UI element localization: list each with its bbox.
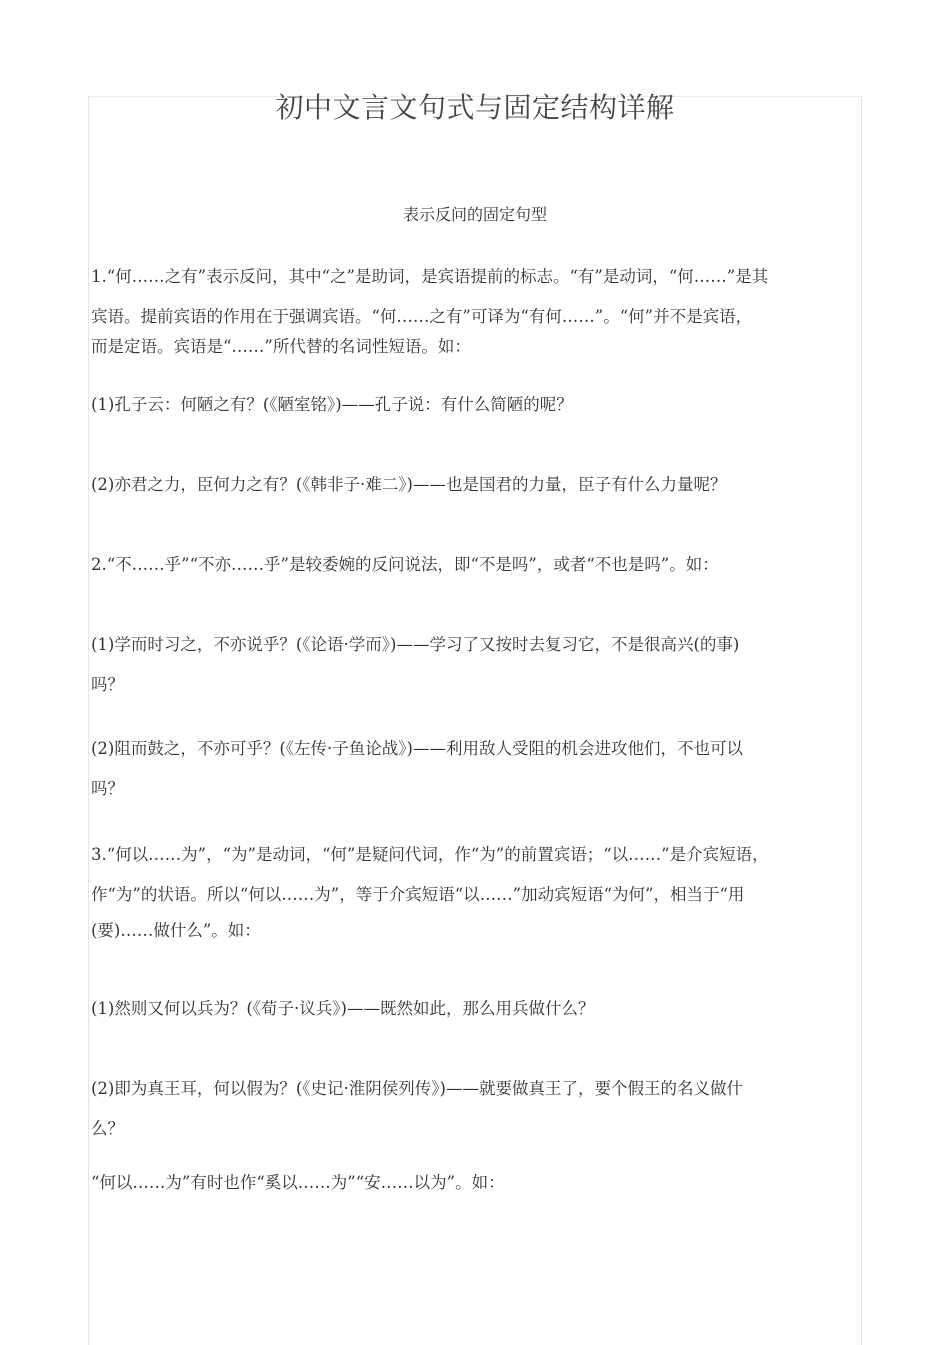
text-line: “何以……为”有时也作“奚以……为”“安……以为”。如： [91, 1173, 505, 1192]
text-line: (2)即为真王耳，何以假为？(《史记·淮阴侯列传》)——就要做真王了，要个假王的名义做什 [91, 1079, 743, 1098]
text-line: 吗？ [91, 675, 124, 694]
text-line: 3.“何以……为”，“为”是动词，“何”是疑问代词，作“为”的前置宾语；“以……”是介宾短语， [91, 845, 769, 864]
text-line: 2.“不……乎”“不亦……乎”是较委婉的反问说法，即“不是吗”，或者“不也是吗”。如： [91, 555, 719, 574]
example-line [91, 392, 859, 418]
example-line [91, 632, 859, 698]
text-line: 吗？ [91, 779, 124, 798]
text-line: (1)学而时习之，不亦说乎？(《论语·学而》)——学习了又按时去复习它，不是很高兴(的事) [91, 635, 740, 654]
text-line: (要)……做什么”。如： [91, 921, 261, 940]
text-line: 么？ [91, 1119, 124, 1138]
paragraph-2 [91, 552, 859, 578]
paragraph-3 [91, 842, 859, 944]
section-heading: 表示反问的固定句型 [402, 205, 547, 224]
text-line: 作“为”的状语。所以“何以……为”，等于介宾短语“以……”加动宾短语“为何”，相当于“用 [91, 885, 745, 904]
example-line [91, 736, 859, 802]
text-line: 而是定语。宾语是“……”所代替的名词性短语。如： [91, 337, 471, 356]
example-line [91, 996, 859, 1022]
example-line [91, 1076, 859, 1142]
text-line: (2)阻而鼓之，不亦可乎？(《左传·子鱼论战》)——利用敌人受阻的机会进攻他们，不也可以 [91, 739, 743, 758]
document-title: 初中文言文句式与固定结构详解 [275, 91, 675, 124]
text-line: (2)亦君之力，臣何力之有？(《韩非子·难二》)——也是国君的力量，臣子有什么力量呢？ [91, 475, 727, 494]
example-line [91, 472, 859, 498]
text-line: (1)然则又何以兵为？(《荀子·议兵》)——既然如此，那么用兵做什么？ [91, 999, 595, 1018]
text-line: (1)孔子云：何陋之有？(《陋室铭》)——孔子说：有什么简陋的呢？ [91, 395, 573, 414]
text-line: 宾语。提前宾语的作用在于强调宾语。“何……之有”可译为“有何……”。“何”并不是宾语， [91, 307, 753, 326]
paragraph-1 [91, 264, 859, 360]
text-line: 1.“何……之有”表示反问，其中“之”是助词，是宾语提前的标志。“有”是动词，“何……”是其 [91, 267, 769, 286]
paragraph-note [91, 1170, 859, 1196]
